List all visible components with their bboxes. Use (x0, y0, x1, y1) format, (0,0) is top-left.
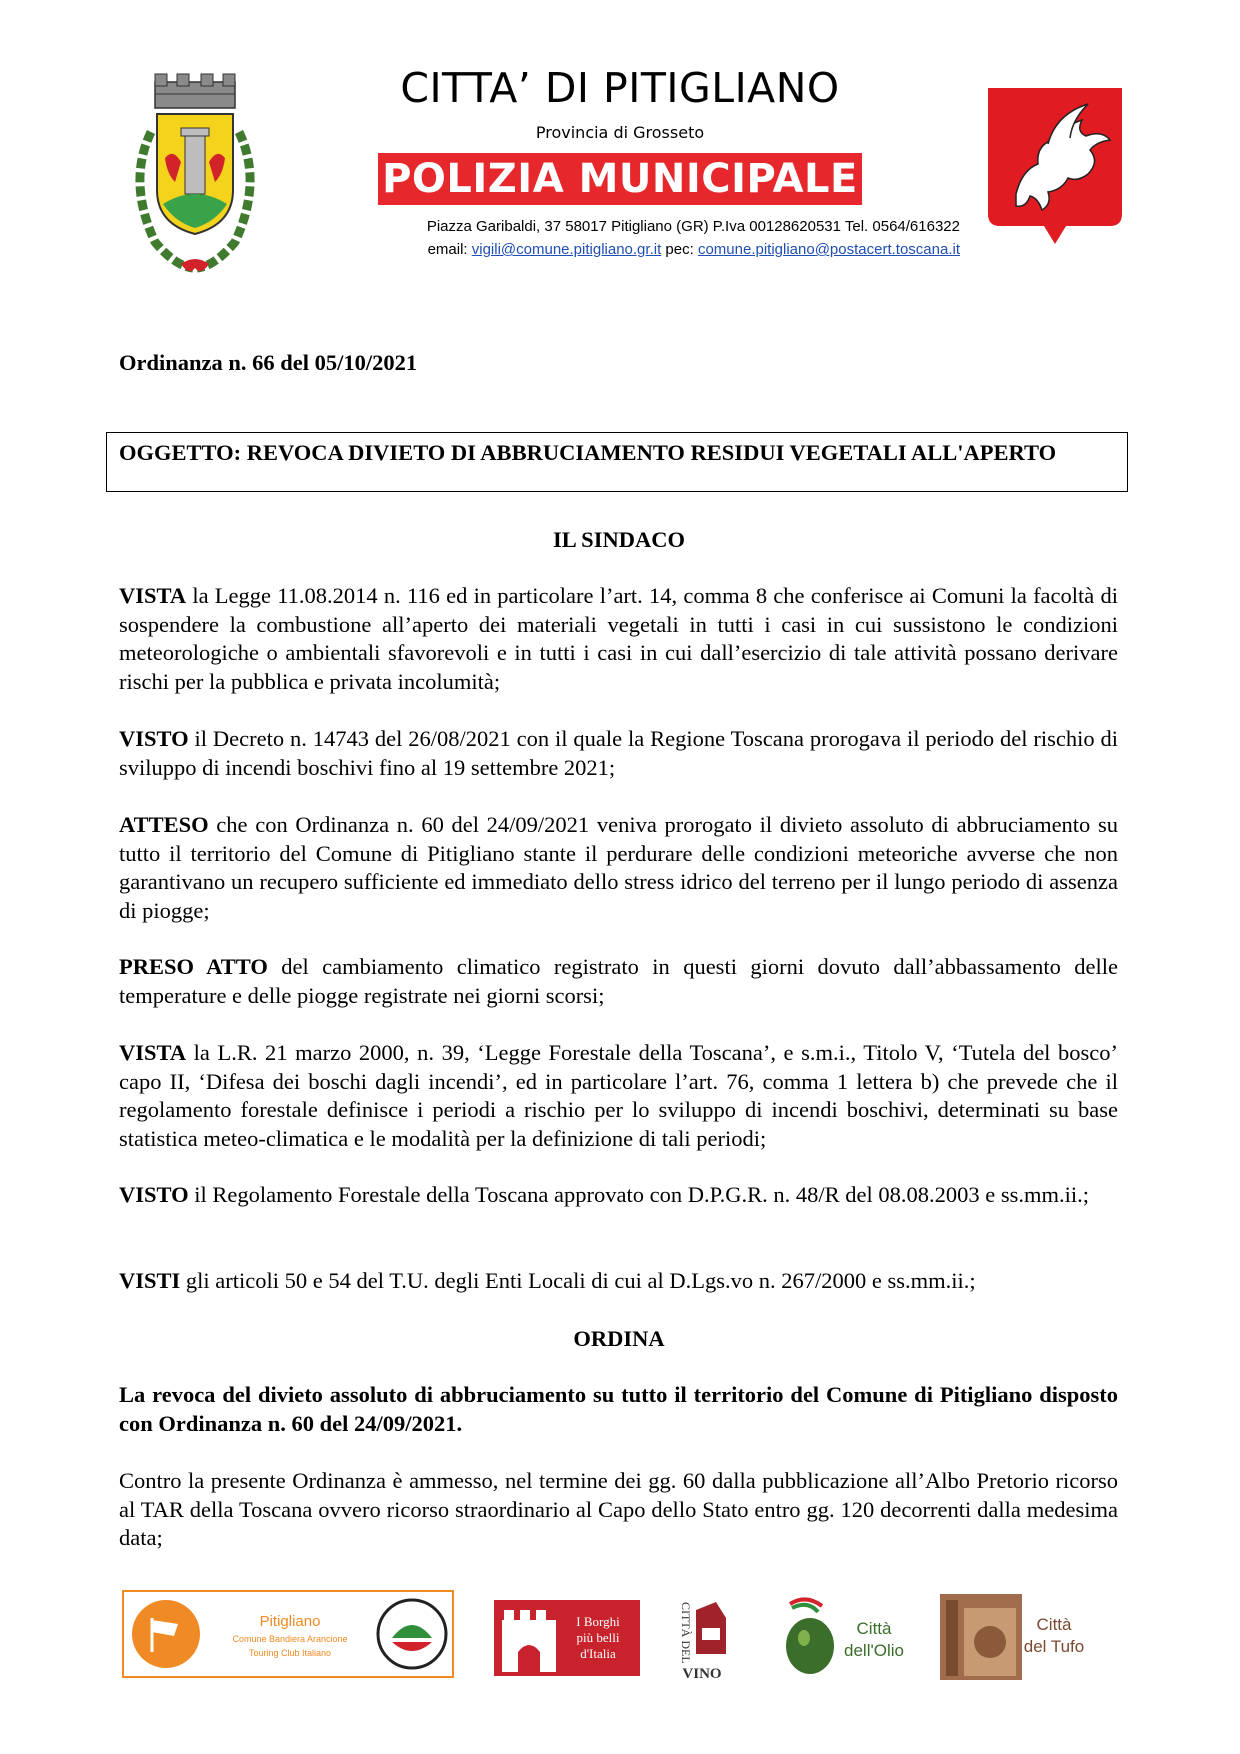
premise-text: del cambiamento climatico registrato in questi giorni dovuto dall’abbassamento delle temperature e delle piogge registrate nei giorni scorsi; (119, 954, 1118, 1008)
citta-del-vino-logo-icon (668, 1592, 732, 1684)
ordinance-number: Ordinanza n. 66 del 05/10/2021 (119, 350, 418, 375)
subject-box (106, 432, 1128, 492)
order-text: La revoca del divieto assoluto di abbruciamento su tutto il territorio del Comune di Pitigliano disposto con Ordinanza n. 60 del 24/09/2021. (119, 1382, 1118, 1436)
premise-text: il Decreto n. 14743 del 26/08/2021 con il quale la Regione Toscana prorogava il periodo del rischio di sviluppo di incendi boschivi fino al 19 settembre 2021; (119, 726, 1118, 780)
order-heading: ORDINA (573, 1326, 665, 1351)
vino-label: VINO (682, 1666, 722, 1682)
premise-paragraph (119, 1267, 1118, 1296)
bandiera-arancione-logo-icon (122, 1590, 454, 1678)
olio-line: dell'Olio (844, 1641, 904, 1660)
city-title: CITTA’ DI PITIGLIANO (400, 64, 840, 112)
citta-del-tufo-logo-icon (940, 1594, 1090, 1682)
premise-paragraph (119, 953, 1118, 1010)
borghi-piu-belli-logo-icon (494, 1600, 640, 1676)
premise-text: la L.R. 21 marzo 2000, n. 39, ‘Legge Forestale della Toscana’, e s.m.i., Titolo V, ‘Tutela del bosco’ capo II, ‘Difesa dei boschi dagli incendi’, ed in particolare l’art. 76, comma 1 lettera b) che prevede che il regolamento forestale definisce i periodi a rischio per lo sviluppo di incendi boschivi, determinati su base statistica meteo-climatica e le modalità per la definizione di tali periodi; (119, 1040, 1118, 1151)
olio-line: Città (856, 1619, 892, 1638)
premise-text: il Regolamento Forestale della Toscana approvato con D.P.G.R. n. 48/R del 08.08.2003 e ss.mm.ii.; (188, 1182, 1090, 1207)
department-banner: POLIZIA MUNICIPALE (378, 153, 862, 205)
bandiera-subtitle: Comune Bandiera Arancione (232, 1634, 348, 1644)
premise-text: gli articoli 50 e 54 del T.U. degli Enti Locali di cui al D.Lgs.vo n. 267/2000 e ss.mm.ii.; (180, 1268, 976, 1293)
premise-paragraph (119, 582, 1118, 696)
premise-lead: VISTA (119, 1040, 187, 1065)
borghi-line: I Borghi (576, 1614, 620, 1629)
email-link[interactable]: vigili@comune.pitigliano.gr.it (471, 241, 662, 258)
premise-paragraph (119, 1039, 1118, 1153)
tufo-line: del Tufo (1023, 1637, 1085, 1656)
premise-lead: PRESO ATTO (119, 954, 268, 979)
borghi-line: d'Italia (580, 1646, 616, 1661)
premise-paragraph (119, 725, 1118, 782)
bandiera-title: Pitigliano (259, 1613, 321, 1630)
premise-paragraph (119, 811, 1118, 925)
premise-lead: VISTI (119, 1268, 181, 1293)
borghi-line: più belli (576, 1630, 620, 1645)
subject-text: OGGETTO: REVOCA DIVIETO DI ABBRUCIAMENTO RESIDUI VEGETALI ALL'APERTO (119, 440, 1057, 465)
bandiera-subtitle: Touring Club Italiano (248, 1648, 332, 1658)
citta-dell-olio-logo-icon (778, 1592, 912, 1684)
pitigliano-crest-icon (115, 72, 275, 282)
pec-link[interactable]: comune.pitigliano@postacert.toscana.it (697, 241, 960, 258)
email-label: email: (427, 241, 468, 258)
premise-lead: VISTA (119, 583, 187, 608)
tuscany-region-logo-icon (986, 86, 1124, 246)
tufo-line: Città (1036, 1615, 1072, 1634)
premise-paragraph (119, 1181, 1118, 1210)
email-line (320, 238, 960, 261)
vino-side-label: CITTÀ DEL (679, 1602, 693, 1664)
pec-label: pec: (665, 241, 694, 258)
address-line: Piazza Garibaldi, 37 58017 Pitigliano (GR) P.Iva 00128620531 Tel. 0564/616322 (426, 218, 960, 235)
premise-text: la Legge 11.08.2014 n. 116 ed in particolare l’art. 14, comma 8 che conferisce ai Comuni la facoltà di sospendere la combustione all’aperto dei materiali vegetali in tutti i casi in cui sussistono le condizioni meteorologiche o ambientali sfavorevoli e in tutti i casi in cui dall’esercizio di tale attività possano derivare rischi per la pubblica e privata incolumità; (119, 583, 1118, 694)
appeal-text: Contro la presente Ordinanza è ammesso, nel termine dei gg. 60 dalla pubblicazione all’Albo Pretorio ricorso al TAR della Toscana ovvero ricorso straordinario al Capo dello Stato entro gg. 120 decorrenti dalla medesima data; (119, 1468, 1118, 1550)
province-label: Provincia di Grosseto (535, 123, 705, 142)
premise-lead: VISTO (119, 726, 189, 751)
contact-block (320, 215, 960, 261)
premise-text: che con Ordinanza n. 60 del 24/09/2021 veniva prorogato il divieto assoluto di abbruciamento su tutto il territorio del Comune di Pitigliano stante il perdurare delle condizioni meteoriche avverse che non garantivano un recupero sufficiente ed immediato dello stress idrico del terreno per il lungo periodo di assenza di piogge; (119, 812, 1118, 923)
premise-lead: VISTO (119, 1182, 189, 1207)
premise-lead: ATTESO (119, 812, 209, 837)
authority-heading: IL SINDACO (553, 527, 685, 552)
